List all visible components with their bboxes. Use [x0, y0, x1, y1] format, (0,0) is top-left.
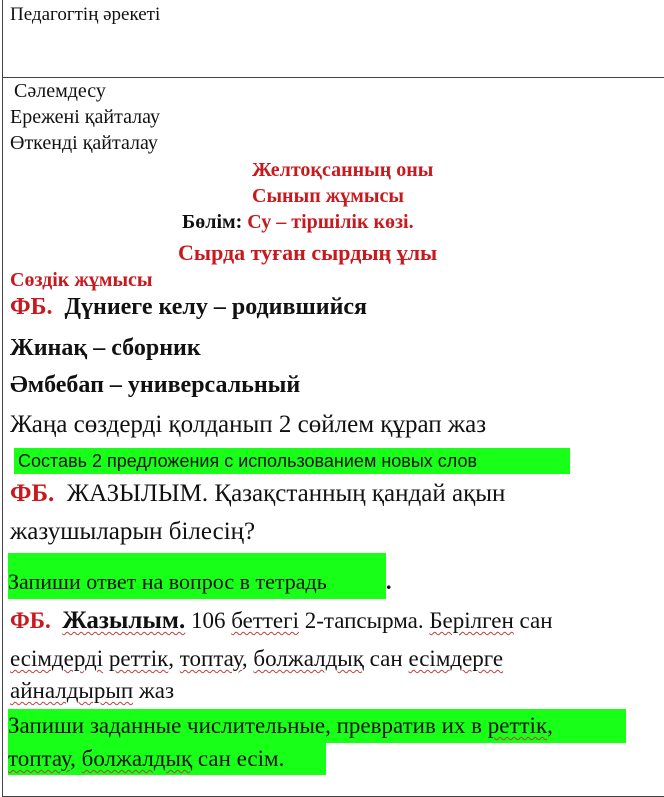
teacher-action-heading: Педагогтің әрекеті [10, 4, 161, 25]
lesson-date: Желтоқсанның оны [252, 159, 434, 181]
w2-l2-e: топтау [179, 646, 242, 671]
w2-l2-g: болжалдық [253, 646, 364, 671]
writing1-answer-dot: . [386, 569, 392, 594]
writing1-answer-ru [8, 553, 392, 599]
ru-l1-b: реттік [487, 713, 548, 738]
ru-l2-b: , [70, 746, 82, 771]
w2-l2-c: реттік [108, 646, 169, 671]
writing2-line2 [10, 646, 503, 672]
writing2-ru-line2 [8, 743, 326, 775]
ru-l1-a: Запиши заданные числительные, превратив их в [8, 713, 488, 738]
w2-l3-b: жаз [133, 678, 175, 703]
vocabulary-heading: Сөздік жұмысы [10, 269, 153, 291]
fb-label: ФБ. [10, 480, 55, 507]
writing1-line1-text: ЖАЗЫЛЫМ. Қазақстанның қандай ақын [66, 480, 506, 507]
vocab-word-1 [10, 294, 367, 321]
step-past-review: Өткенді қайталау [10, 132, 158, 154]
writing2-text-e: сан [513, 608, 553, 633]
section-title: Су – тіршілік көзі. [247, 211, 414, 233]
writing2-ru-highlight-1 [8, 709, 626, 743]
ru-l2-a: топтау [8, 746, 71, 771]
writing2-label: Жазылым. [62, 607, 186, 634]
vocab-task-kz: Жаңа сөздерді қолданып 2 сөйлем құрап жаз [10, 411, 487, 438]
w2-l2-f: , [241, 646, 254, 671]
lesson-classwork: Сынып жұмысы [252, 185, 404, 207]
lesson-section [182, 211, 414, 234]
w2-l2-i: есімдерге [408, 646, 504, 671]
ru-l2-c: болжалдық [81, 746, 193, 771]
ru-l2-d: сан есім. [192, 746, 285, 771]
w2-l2-a: есімдерді [10, 646, 104, 671]
fb-label: ФБ. [10, 294, 53, 320]
vocab-word-1-text: Дүниеге келу – родившийся [64, 294, 368, 320]
writing2-ru-highlight-2 [8, 743, 326, 775]
writing1-answer-highlight: Запиши ответ на вопрос в тетрадь [8, 553, 386, 599]
vocab-task-ru: Составь 2 предложения с использованием новых слов [14, 448, 570, 474]
writing2-text-a: 106 [190, 608, 232, 633]
vocab-word-2: Жинақ – сборник [10, 335, 201, 361]
fb-label: ФБ. [10, 608, 51, 633]
vocab-word-3: Әмбебап – универсальный [10, 372, 301, 398]
writing1-line1 [10, 480, 505, 508]
section-label: Бөлім: [182, 211, 243, 233]
w2-l3-a: айналдырып [10, 678, 134, 703]
lesson-topic: Сырда туған сырдың ұлы [178, 240, 438, 265]
writing2-ru-line1 [8, 709, 626, 743]
writing2-text-c: 2-тапсырма. [298, 608, 430, 633]
writing1-line2: жазушыларын білесің? [10, 518, 256, 545]
writing2-text-b: беттегі [231, 608, 299, 633]
writing2-line1 [10, 607, 553, 635]
writing2-text-d: Берілген [429, 608, 514, 633]
step-greeting: Сәлемдесу [14, 80, 106, 102]
writing2-line3 [10, 678, 174, 704]
step-rules-review: Ережені қайталау [10, 106, 160, 128]
w2-l2-h: сан [363, 646, 409, 671]
w2-l2-d: , [168, 646, 180, 671]
ru-l1-c: , [547, 713, 553, 738]
